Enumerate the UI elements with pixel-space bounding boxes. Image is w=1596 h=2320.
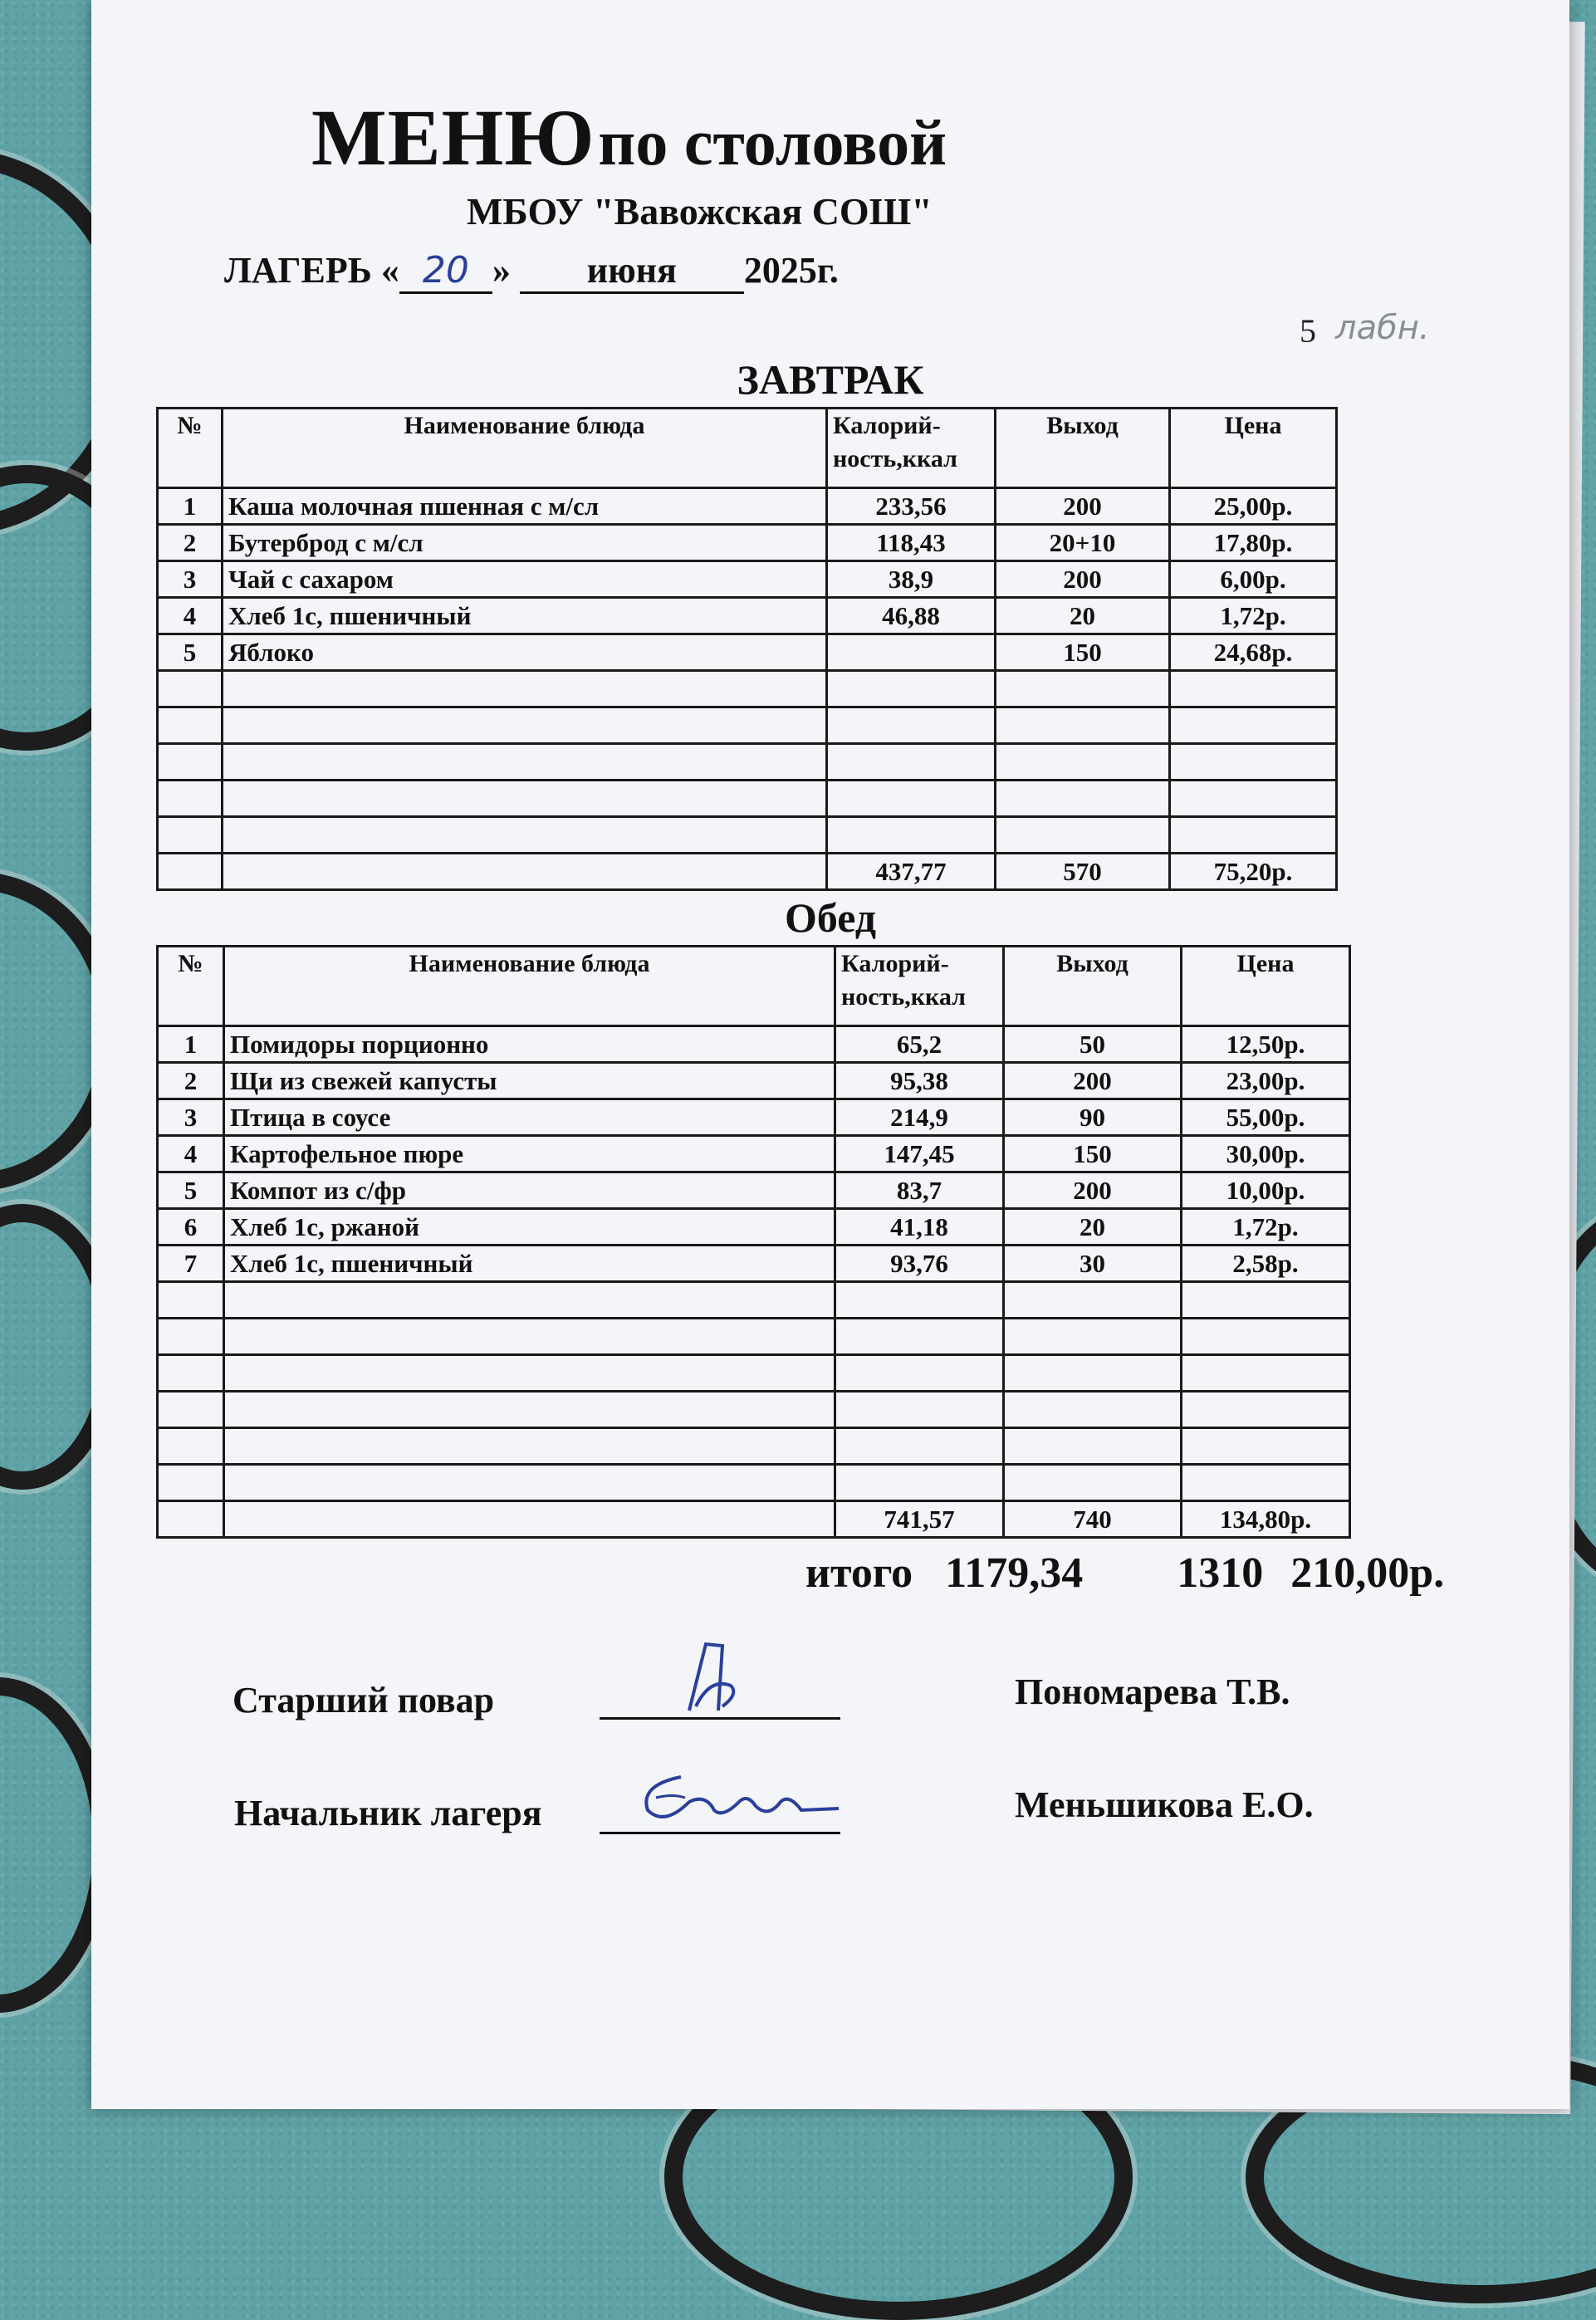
dish-calories (827, 634, 996, 671)
dish-price: 24,68р. (1170, 634, 1337, 671)
quote-close: » (492, 250, 511, 291)
row-num: 4 (158, 1136, 224, 1172)
table-row (158, 1026, 1350, 1063)
row-num: 3 (158, 1099, 224, 1136)
cook-role: Старший повар (233, 1680, 495, 1720)
note-handwritten: лабн. (1335, 309, 1430, 347)
note-number: 5 (1300, 312, 1316, 350)
quote-open: « (380, 250, 399, 291)
col-out-header: Выход (996, 409, 1170, 488)
head-role: Начальник лагеря (234, 1793, 542, 1833)
row-num: 2 (158, 1063, 224, 1099)
dish-name: Бутерброд с м/сл (223, 525, 827, 561)
empty-row (158, 744, 1337, 781)
empty-row (158, 1355, 1350, 1392)
menu-sheet (91, 0, 1569, 2109)
dish-output: 20 (996, 598, 1170, 634)
col-out-header: Выход (1004, 947, 1182, 1026)
empty-row (158, 1428, 1350, 1465)
lunch-table (156, 945, 1351, 1539)
dish-name: Щи из свежей капусты (224, 1063, 835, 1099)
dish-name: Птица в соусе (224, 1099, 835, 1136)
dish-calories: 233,56 (827, 488, 996, 525)
col-price-header: Цена (1182, 947, 1350, 1026)
lunch-title: Обед (784, 894, 877, 941)
year-value: 2025г. (743, 250, 839, 291)
col-num-header: № (158, 409, 223, 488)
breakfast-title: ЗАВТРАК (737, 356, 924, 403)
row-num: 5 (158, 634, 223, 671)
dish-price: 25,00р. (1170, 488, 1337, 525)
dish-output: 200 (996, 561, 1170, 598)
empty-row (158, 1319, 1350, 1355)
month-blank (520, 249, 744, 294)
dish-output: 150 (1004, 1136, 1182, 1172)
col-name-header: Наименование блюда (223, 409, 827, 488)
dish-name: Хлеб 1с, пшеничный (223, 598, 827, 634)
cook-signature-mark (673, 1627, 772, 1727)
dish-output: 200 (1004, 1063, 1182, 1099)
table-row (158, 525, 1337, 561)
table-row (158, 1246, 1350, 1282)
dish-calories: 41,18 (835, 1209, 1004, 1246)
dish-name: Компот из с/фр (224, 1172, 835, 1209)
lunch-total-output: 740 (1004, 1501, 1182, 1538)
month-value: июня (586, 250, 677, 291)
grand-total-calories: 1179,34 (945, 1549, 1084, 1597)
dish-output: 200 (996, 488, 1170, 525)
dish-calories: 65,2 (835, 1026, 1004, 1063)
grand-total-label: итого (805, 1549, 913, 1597)
grand-total-output: 1310 (1177, 1549, 1264, 1597)
breakfast-total-price: 75,20р. (1170, 854, 1337, 890)
row-num: 3 (158, 561, 223, 598)
col-cal-header-1: Калорий- (833, 412, 941, 439)
school-name: МБОУ "Вавожская СОШ" (467, 190, 933, 232)
row-num: 7 (158, 1246, 224, 1282)
dish-price: 2,58р. (1182, 1246, 1350, 1282)
breakfast-table (156, 407, 1338, 891)
empty-row (158, 1465, 1350, 1501)
lunch-total-calories: 741,57 (835, 1501, 1004, 1538)
col-price-header: Цена (1170, 409, 1337, 488)
dish-calories: 214,9 (835, 1099, 1004, 1136)
grand-total-price: 210,00р. (1290, 1549, 1445, 1597)
col-cal-header (827, 409, 996, 488)
table-row (158, 1063, 1350, 1099)
lunch-header-row (158, 947, 1350, 1026)
dish-price: 55,00р. (1182, 1099, 1350, 1136)
table-row (158, 598, 1337, 634)
col-cal-header (835, 947, 1004, 1026)
table-row (158, 1209, 1350, 1246)
breakfast-total-calories: 437,77 (827, 854, 996, 890)
day-value: 20 (422, 249, 469, 291)
dish-calories: 147,45 (835, 1136, 1004, 1172)
dish-name: Хлеб 1с, пшеничный (224, 1246, 835, 1282)
dish-price: 23,00р. (1182, 1063, 1350, 1099)
empty-row (158, 671, 1337, 707)
dish-name: Помидоры порционно (224, 1026, 835, 1063)
dish-price: 1,72р. (1170, 598, 1337, 634)
empty-row (158, 707, 1337, 744)
table-row (158, 1099, 1350, 1136)
dish-output: 90 (1004, 1099, 1182, 1136)
row-num: 1 (158, 488, 223, 525)
row-num: 4 (158, 598, 223, 634)
dish-calories: 38,9 (827, 561, 996, 598)
head-signature-mark (623, 1760, 847, 1835)
col-cal-header-2: ность,ккал (833, 445, 957, 472)
col-cal-header-2: ность,ккал (841, 983, 966, 1011)
dish-calories: 83,7 (835, 1172, 1004, 1209)
dish-calories: 118,43 (827, 525, 996, 561)
cook-name: Пономарева Т.В. (1015, 1671, 1290, 1712)
table-row (158, 1136, 1350, 1172)
day-blank (399, 249, 492, 294)
dish-calories: 95,38 (835, 1063, 1004, 1099)
head-name: Меньшикова Е.О. (1015, 1784, 1314, 1825)
dish-price: 12,50р. (1182, 1026, 1350, 1063)
empty-row (158, 1392, 1350, 1428)
dish-price: 30,00р. (1182, 1136, 1350, 1172)
table-row (158, 488, 1337, 525)
row-num: 2 (158, 525, 223, 561)
row-num: 1 (158, 1026, 224, 1063)
dish-price: 10,00р. (1182, 1172, 1350, 1209)
col-name-header: Наименование блюда (224, 947, 835, 1026)
dish-output: 20 (1004, 1209, 1182, 1246)
title-main: МЕНЮ (311, 93, 595, 182)
dish-price: 17,80р. (1170, 525, 1337, 561)
dish-name: Хлеб 1с, ржаной (224, 1209, 835, 1246)
lunch-total-row (158, 1501, 1350, 1538)
breakfast-total-row (158, 854, 1337, 890)
empty-row (158, 781, 1337, 817)
table-row (158, 561, 1337, 598)
dish-name: Каша молочная пшенная с м/сл (223, 488, 827, 525)
dish-calories: 46,88 (827, 598, 996, 634)
dish-price: 6,00р. (1170, 561, 1337, 598)
dish-name: Яблоко (223, 634, 827, 671)
breakfast-header-row (158, 409, 1337, 488)
lunch-total-price: 134,80р. (1182, 1501, 1350, 1538)
breakfast-total-output: 570 (996, 854, 1170, 890)
dish-price: 1,72р. (1182, 1209, 1350, 1246)
dish-output: 20+10 (996, 525, 1170, 561)
dish-calories: 93,76 (835, 1246, 1004, 1282)
empty-row (158, 817, 1337, 854)
dish-output: 50 (1004, 1026, 1182, 1063)
col-cal-header-1: Калорий- (841, 950, 949, 977)
col-num-header: № (158, 947, 224, 1026)
dish-name: Картофельное пюре (224, 1136, 835, 1172)
dish-output: 30 (1004, 1246, 1182, 1282)
page-title (311, 91, 1266, 184)
table-row (158, 1172, 1350, 1209)
dish-name: Чай с сахаром (223, 561, 827, 598)
grand-total-line (805, 1549, 1444, 1598)
table-row (158, 634, 1337, 671)
camp-date-line (224, 249, 839, 294)
row-num: 5 (158, 1172, 224, 1209)
empty-row (158, 1282, 1350, 1319)
dish-output: 150 (996, 634, 1170, 671)
dish-output: 200 (1004, 1172, 1182, 1209)
title-rest: по столовой (598, 106, 947, 179)
camp-label: ЛАГЕРЬ (224, 250, 372, 291)
row-num: 6 (158, 1209, 224, 1246)
